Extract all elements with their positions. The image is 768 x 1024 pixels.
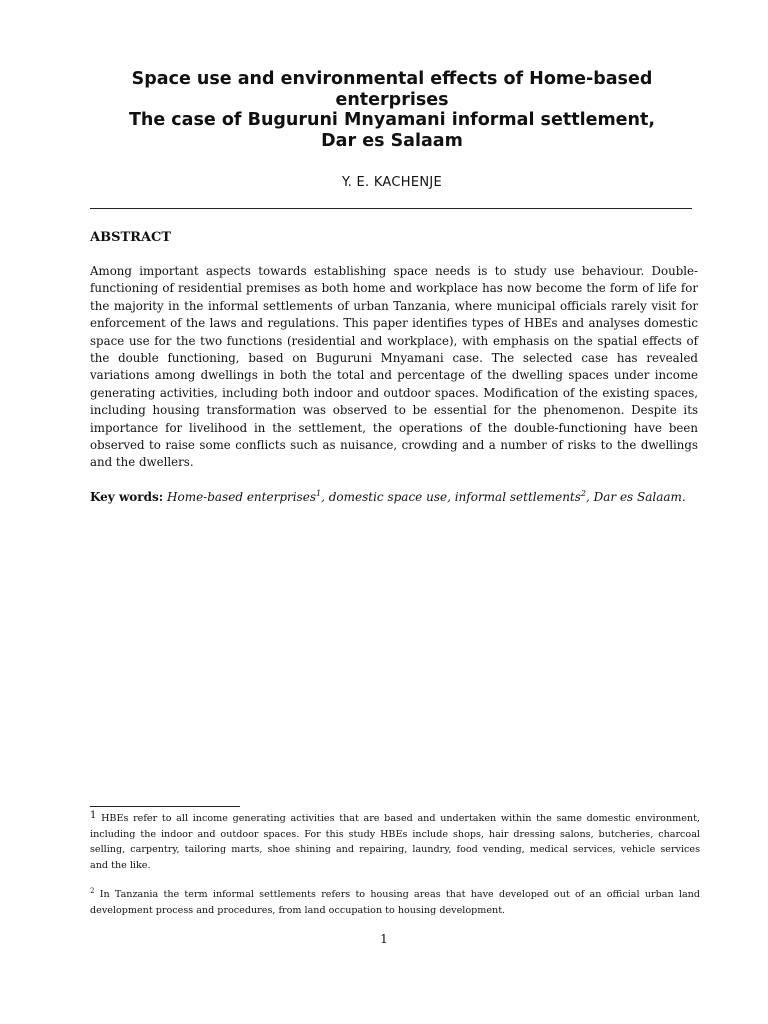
title-line-2: enterprises — [335, 89, 449, 110]
author-name: Y. E. KACHENJE — [341, 175, 443, 190]
keywords — [90, 489, 710, 504]
abstract-heading: ABSTRACT — [90, 230, 172, 245]
abstract-line: variations among dwellings in both the total and percentage of the dwelling spaces under income — [90, 368, 698, 383]
abstract-line: enforcement of the laws and regulations. This paper identifies types of HBEs and analyses domestic — [90, 316, 698, 331]
abstract-line: importance for livelihood in the settlement, the operations of the double-functioning have been — [90, 420, 698, 435]
footnote-1 — [90, 808, 700, 873]
keyword-2: , domestic space use, informal settlements — [321, 490, 581, 504]
footnote-line: and the like. — [90, 859, 151, 871]
title-line-1: Space use and environmental effects of Home-based — [131, 69, 653, 89]
footnote-line: development process and procedures, from land occupation to housing development. — [90, 904, 506, 916]
footnote-ref-2[interactable]: 2 — [580, 489, 586, 498]
footnote-text: In Tanzania the term informal settlements refers to housing areas that have developed out of an official urban land — [99, 889, 700, 900]
abstract-line: space use for the two functions (residential and workplace), with emphasis on the spatial effects of — [90, 333, 698, 348]
keyword-3: , Dar es Salaam. — [586, 490, 686, 504]
abstract-line: including housing transformation was observed to be essential for the phenomenon. Despite its — [90, 403, 698, 418]
abstract-line: and the dwellers. — [90, 455, 194, 470]
title-line-3: The case of Buguruni Mnyamani informal settlement, — [128, 110, 656, 130]
footnote-mark-1: 1 — [90, 810, 97, 821]
footnote-line — [90, 808, 700, 827]
footnote-line: selling, carpentry, tailoring marts, shoe shining and repairing, laundry, food vending, medical services, vehicle services — [90, 844, 700, 856]
keywords-label: Key words: — [90, 490, 164, 504]
abstract-line: observed to raise some conflicts such as nuisance, crowding and a number of risks to the dwellings — [90, 438, 698, 453]
footnote-mark-2: 2 — [90, 887, 95, 895]
footnote-divider — [90, 806, 240, 807]
footnote-text: HBEs refer to all income generating activities that are based and undertaken within the same domestic environment, — [101, 813, 700, 824]
abstract-line: Among important aspects towards establishing space needs is to study use behaviour. Double- — [90, 264, 698, 278]
abstract-line: generating activities, including both indoor and outdoor spaces. Modification of the existing spaces, — [90, 385, 698, 400]
title-divider — [90, 208, 692, 209]
footnote-ref-1[interactable]: 1 — [316, 489, 322, 498]
keyword-1: Home-based enterprises — [167, 490, 316, 504]
page-number: 1 — [380, 932, 388, 946]
paper-title — [90, 69, 694, 151]
abstract-line: the majority in the informal settlements of urban Tanzania, where municipal officials rarely visit for — [90, 298, 698, 313]
footnote-2 — [90, 884, 700, 918]
abstract-body — [90, 263, 698, 472]
footnote-line — [90, 884, 700, 903]
abstract-line: functioning of residential premises as both home and workplace has now become the form of life for — [90, 281, 698, 296]
abstract-line: the double functioning, based on Buguruni Mnyamani case. The selected case has revealed — [90, 351, 698, 366]
title-line-4: Dar es Salaam — [321, 130, 463, 151]
footnote-line: including the indoor and outdoor spaces. For this study HBEs include shops, hair dressing salons, butcheries, charcoal — [90, 828, 700, 840]
